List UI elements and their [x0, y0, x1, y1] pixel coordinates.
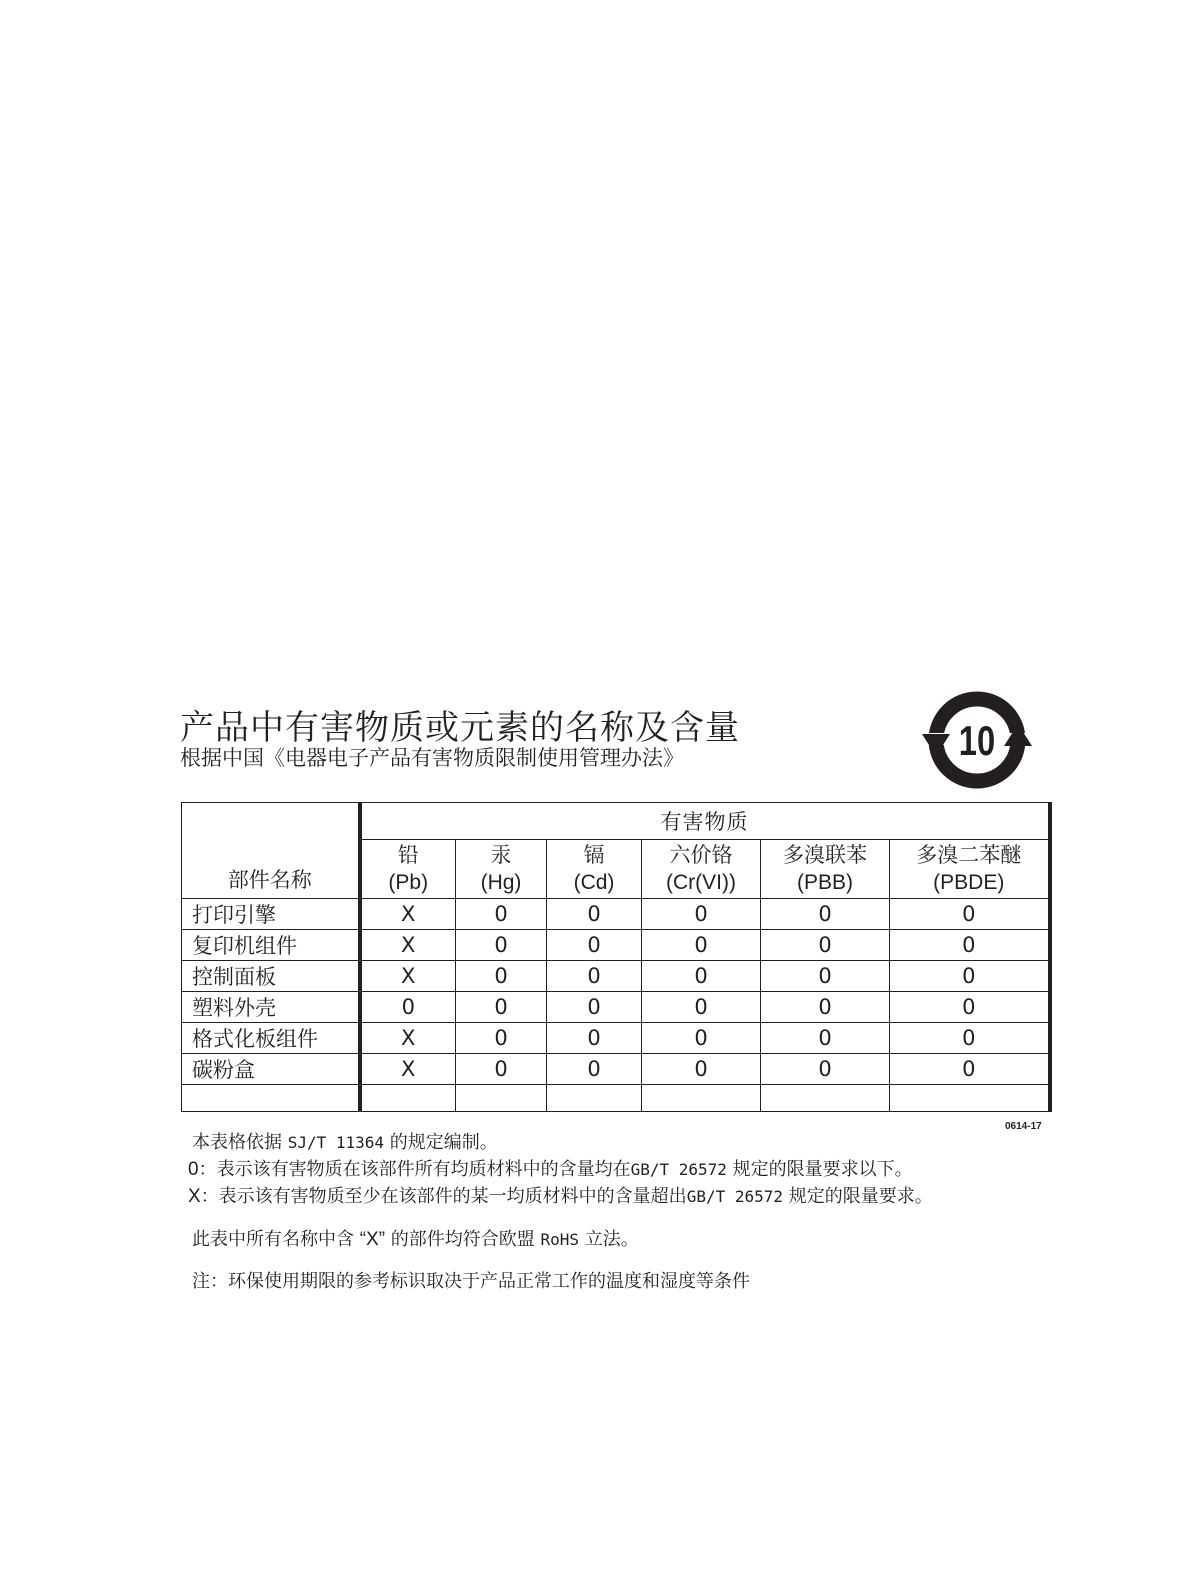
part-name-header: 部件名称 [182, 803, 360, 899]
value-cell: 0 [360, 992, 456, 1023]
value-cell: 0 [761, 899, 890, 930]
value-cell: 0 [761, 992, 890, 1023]
part-name-cell: 格式化板组件 [182, 1023, 360, 1054]
substance-header: 多溴二苯醚 (PBDE) [890, 840, 1050, 899]
value-cell: 0 [890, 899, 1050, 930]
value-cell: 0 [456, 992, 547, 1023]
value-cell: 0 [642, 1023, 761, 1054]
substance-header: 汞 (Hg) [456, 840, 547, 899]
empty-cell [360, 1085, 456, 1112]
value-cell: 0 [642, 930, 761, 961]
value-cell: X [360, 1023, 456, 1054]
note-basis: 本表格依据 SJ/T 11364 的规定编制。 [192, 1132, 498, 1153]
part-name-cell: 控制面板 [182, 961, 360, 992]
empty-cell [547, 1085, 642, 1112]
part-name-cell: 打印引擎 [182, 899, 360, 930]
value-cell: 0 [642, 992, 761, 1023]
table-row [182, 992, 1050, 1023]
substance-header: 铅 (Pb) [360, 840, 456, 899]
note-rohs: 此表中所有名称中含 “X” 的部件均符合欧盟 RoHS 立法。 [192, 1229, 639, 1250]
value-cell: 0 [761, 1023, 890, 1054]
note-zero-definition: 0：表示该有害物质在该部件所有均质材料中的含量均在GB/T 26572 规定的限量要求以下。 [188, 1159, 913, 1180]
hazardous-substances-table [181, 802, 1052, 1112]
value-cell: 0 [547, 1054, 642, 1085]
value-cell: 0 [761, 1054, 890, 1085]
empty-cell [182, 1085, 360, 1112]
page-subtitle: 根据中国《电器电子产品有害物质限制使用管理办法》 [180, 746, 684, 770]
part-name-cell: 塑料外壳 [182, 992, 360, 1023]
page-title: 产品中有害物质或元素的名称及含量 [180, 708, 740, 748]
value-cell: 0 [890, 1023, 1050, 1054]
value-cell: X [360, 961, 456, 992]
empty-cell [642, 1085, 761, 1112]
value-cell: 0 [642, 899, 761, 930]
value-cell: 0 [547, 930, 642, 961]
value-cell: X [360, 1054, 456, 1085]
substance-header: 六价铬 (Cr(VI)) [642, 840, 761, 899]
value-cell: 0 [890, 961, 1050, 992]
value-cell: 0 [547, 899, 642, 930]
empty-cell [761, 1085, 890, 1112]
document-code: 0614-17 [1005, 1121, 1042, 1132]
substance-header: 多溴联苯 (PBB) [761, 840, 890, 899]
value-cell: 0 [761, 961, 890, 992]
empty-cell [890, 1085, 1050, 1112]
value-cell: 0 [642, 961, 761, 992]
hazardous-substance-header: 有害物质 [360, 803, 1050, 840]
note-x-definition: X：表示该有害物质至少在该部件的某一均质材料中的含量超出GB/T 26572 规定的限量要求。 [188, 1186, 933, 1207]
value-cell: 0 [456, 961, 547, 992]
value-cell: 0 [642, 1054, 761, 1085]
value-cell: 0 [890, 992, 1050, 1023]
value-cell: X [360, 899, 456, 930]
table-row [182, 1023, 1050, 1054]
table-row [182, 899, 1050, 930]
value-cell: 0 [547, 1023, 642, 1054]
part-name-cell: 碳粉盒 [182, 1054, 360, 1085]
note-footnote: 注：环保使用期限的参考标识取决于产品正常工作的温度和湿度等条件 [192, 1271, 750, 1292]
substance-header: 镉 (Cd) [547, 840, 642, 899]
value-cell: 0 [456, 1054, 547, 1085]
value-cell: 0 [890, 930, 1050, 961]
value-cell: 0 [761, 930, 890, 961]
logo-number: 10 [958, 717, 996, 764]
value-cell: 0 [456, 1023, 547, 1054]
table-row-empty [182, 1085, 1050, 1112]
value-cell: 0 [890, 1054, 1050, 1085]
value-cell: 0 [456, 899, 547, 930]
environmental-protection-use-period-icon [918, 690, 1036, 790]
value-cell: 0 [456, 930, 547, 961]
part-name-cell: 复印机组件 [182, 930, 360, 961]
value-cell: 0 [547, 961, 642, 992]
empty-cell [456, 1085, 547, 1112]
table-row [182, 930, 1050, 961]
table-row [182, 961, 1050, 992]
value-cell: X [360, 930, 456, 961]
table-row [182, 1054, 1050, 1085]
value-cell: 0 [547, 992, 642, 1023]
